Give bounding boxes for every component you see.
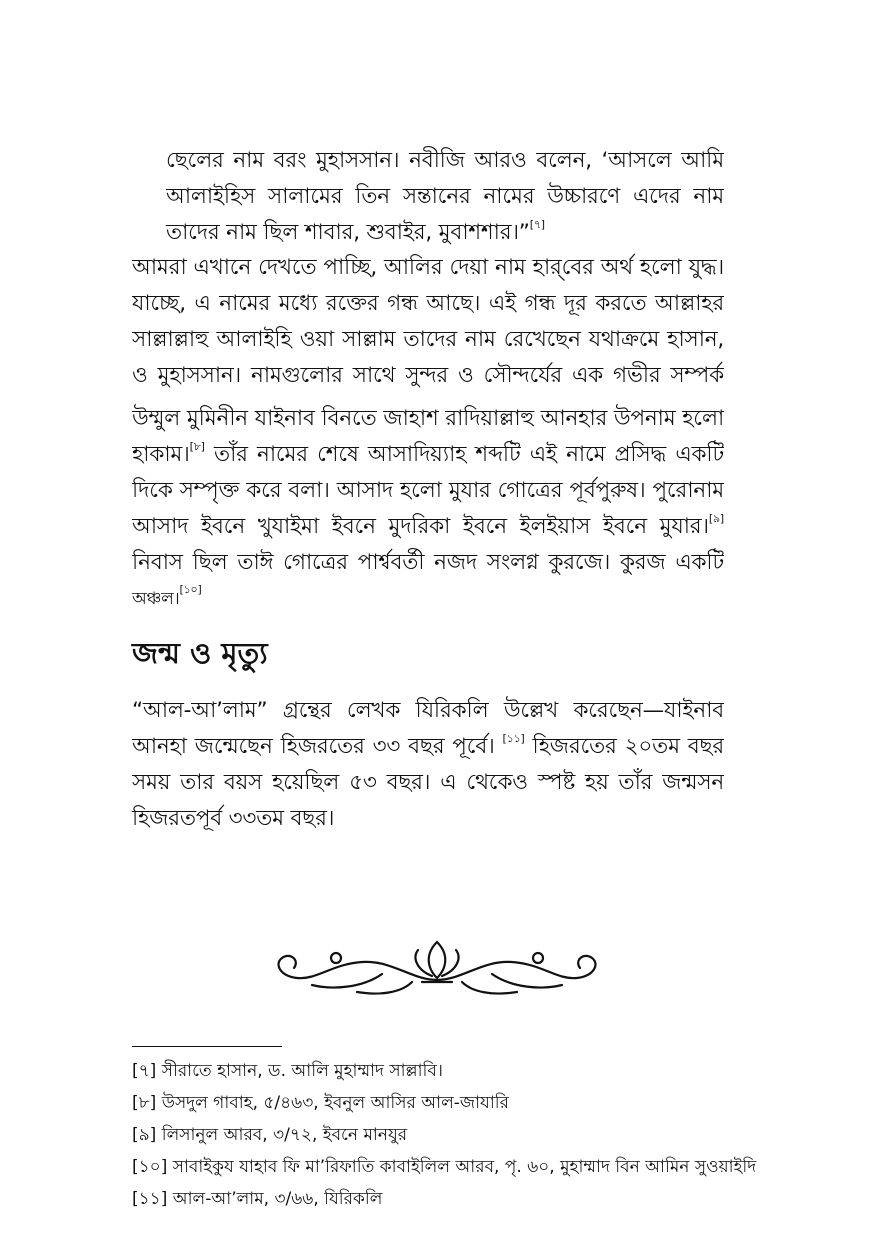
footnote: [৯] লিসানুল আরব, ৩/৭২, ইবনে মানযুর (132, 1125, 408, 1145)
paragraph-line: ও মুহাসসান। নামগুলোর সাথে সুন্দর ও সৌন্দর্যের এক গভীর সম্পর্ক (132, 363, 724, 388)
footnote: [৭] সীরাতে হাসান, ড. আলি মুহাম্মাদ সাল্লাবি। (132, 1061, 443, 1081)
paragraph-line: সাল্লাল্লাহু আলাইহি ওয়া সাল্লাম তাদের নাম রেখেছেন যথাক্রমে হাসান, (132, 327, 724, 352)
paragraph-line: হিজরতপূর্ব ৩৩তম বছর। (132, 806, 335, 831)
paragraph-text: হিজরতের ২০তম বছর (532, 734, 724, 759)
paragraph-line: আমরা এখানে দেখতে পাচ্ছি, আলির দেয়া নাম হার্‌বের অর্থ হলো যুদ্ধ। (132, 255, 724, 280)
paragraph-line (132, 509, 724, 545)
paragraph-1 (132, 250, 724, 394)
section-heading: জন্ম ও মৃত্যু (132, 636, 268, 670)
footnote-ref: [৭] (529, 218, 545, 231)
paragraph-text: হাকাম। (132, 442, 190, 467)
paragraph-line: দিকে সম্পৃক্ত করে বলা। আসাদ হলো মুযার গোত্রের পূর্বপুরুষ। পুরোনাম (132, 478, 724, 503)
quote-line: ছেলের নাম বরং মুহাসসান। নবীজি আরও বলেন, ‘আসলে আমি (166, 148, 724, 173)
paragraph-2 (132, 401, 724, 617)
paragraph-line: সময় তার বয়স হয়েছিল ৫৩ বছর। এ থেকেও স্পষ্ট হয় তাঁর জন্মসন (132, 770, 724, 795)
paragraph-text: আনহা জন্মেছেন হিজরতের ৩৩ বছর পূর্বে। (132, 734, 503, 759)
quote-text: তাদের নাম ছিল শাবার, শুবাইর, মুবাশশার।” (166, 220, 530, 245)
footnote-ref: [১০] (179, 583, 202, 596)
footnotes (132, 1055, 782, 1215)
quote-block (166, 143, 724, 251)
paragraph-line (132, 729, 724, 765)
paragraph-text: তাঁর নামের শেষে আসাদিয়্যাহ শব্দটি এই নামে প্রসিদ্ধ একটি (213, 442, 724, 467)
footnote: [১১] আল-আ’লাম, ৩/৬৬, যিরিকলি (132, 1189, 383, 1209)
paragraph-line (132, 581, 724, 617)
footnote-ref: [৮] (189, 440, 205, 453)
quote-line: আলাইহিস সালামের তিন সন্তানের নামের উচ্চারণে এদের নাম (166, 184, 724, 209)
footnote: [১০] সাবাইকুয যাহাব ফি মা’রিফাতি কাবাইলিল আরব, পৃ. ৬০, মুহাম্মাদ বিন আমিন সুওয়াইদি (132, 1157, 757, 1177)
paragraph-line: উম্মুল মুমিনীন যাইনাব বিনতে জাহাশ রাদিয়াল্লাহু আনহার উপনাম হলো (132, 406, 724, 431)
paragraph-text: আসাদ ইবনে খুযাইমা ইবনে মুদরিকা ইবনে ইলইয়াস ইবনে মুযার। (132, 514, 709, 539)
footnote: [৮] উসদুল গাবাহ, ৫/৪৬৩, ইবনুল আসির আল-জাযারি (132, 1093, 509, 1113)
paragraph-text: অঞ্চল। (132, 589, 180, 609)
footnote-divider (132, 1046, 282, 1047)
paragraph-3 (132, 693, 724, 837)
paragraph-line: “আল-আ’লাম” গ্রন্থের লেখক যিরিকলি উল্লেখ করেছেন—যাইনাব (132, 698, 724, 723)
footnote-ref: [১১] (502, 732, 525, 745)
quote-line (166, 215, 724, 251)
footnote-ref: [৯] (708, 512, 724, 525)
paragraph-line (132, 437, 724, 473)
paragraph-line: নিবাস ছিল তাঈ গোত্রের পার্শ্ববর্তী নজদ সংলগ্ন কুরজে। কুরজ একটি (132, 550, 724, 575)
decorative-ornament-icon (262, 930, 612, 1005)
paragraph-line: যাচ্ছে, এ নামের মধ্যে রক্তের গন্ধ আছে। এই গন্ধ দূর করতে আল্লাহর (132, 291, 724, 316)
